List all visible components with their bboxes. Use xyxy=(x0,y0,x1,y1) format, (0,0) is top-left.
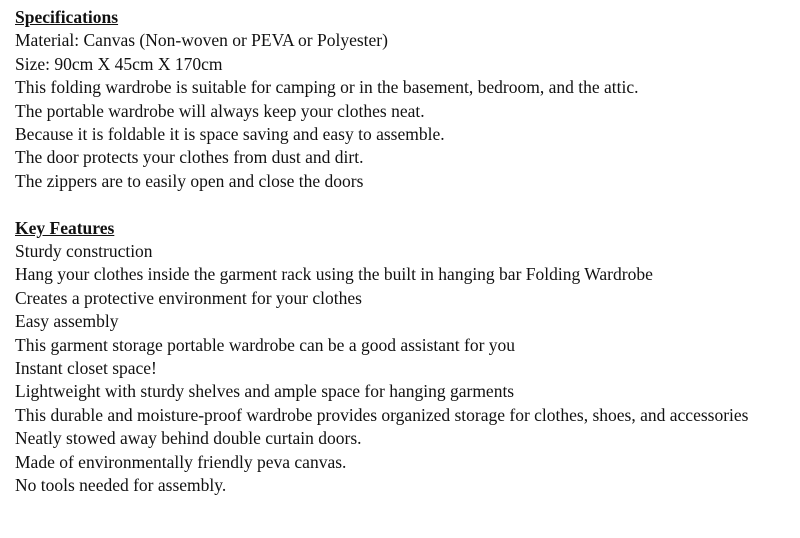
feature-line-protective: Creates a protective environment for your clothes xyxy=(15,287,362,308)
feature-line-hang: Hang your clothes inside the garment rack using the built in hanging bar Folding Wardrobe xyxy=(15,264,653,285)
feature-line-easy-assembly: Easy assembly xyxy=(15,311,119,332)
spec-line-zippers: The zippers are to easily open and close the doors xyxy=(15,170,364,191)
feature-line-closet-space: Instant closet space! xyxy=(15,358,157,379)
spec-line-foldable: Because it is foldable it is space saving and easy to assemble. xyxy=(15,124,445,145)
feature-line-assistant: This garment storage portable wardrobe can be a good assistant for you xyxy=(15,334,516,355)
feature-line-sturdy: Sturdy construction xyxy=(15,241,153,262)
feature-line-peva: Made of environmentally friendly peva canvas. xyxy=(15,451,347,472)
spec-line-material: Material: Canvas (Non-woven or PEVA or Polyester) xyxy=(15,30,388,51)
document-body xyxy=(15,6,797,498)
key-features-heading: Key Features xyxy=(15,217,115,238)
spec-line-neat: The portable wardrobe will always keep your clothes neat. xyxy=(15,100,425,121)
feature-line-no-tools: No tools needed for assembly. xyxy=(15,475,227,496)
spec-line-suitable: This folding wardrobe is suitable for camping or in the basement, bedroom, and the attic. xyxy=(15,77,639,98)
feature-line-durable: This durable and moisture-proof wardrobe provides organized storage for clothes, shoes, and accessories xyxy=(15,404,749,425)
spec-line-size: Size: 90cm X 45cm X 170cm xyxy=(15,53,223,74)
section-gap xyxy=(15,193,797,216)
spec-line-door: The door protects your clothes from dust and dirt. xyxy=(15,147,364,168)
feature-line-lightweight: Lightweight with sturdy shelves and ample space for hanging garments xyxy=(15,381,515,402)
feature-line-curtain-doors: Neatly stowed away behind double curtain doors. xyxy=(15,428,362,449)
specifications-heading: Specifications xyxy=(15,7,119,27)
